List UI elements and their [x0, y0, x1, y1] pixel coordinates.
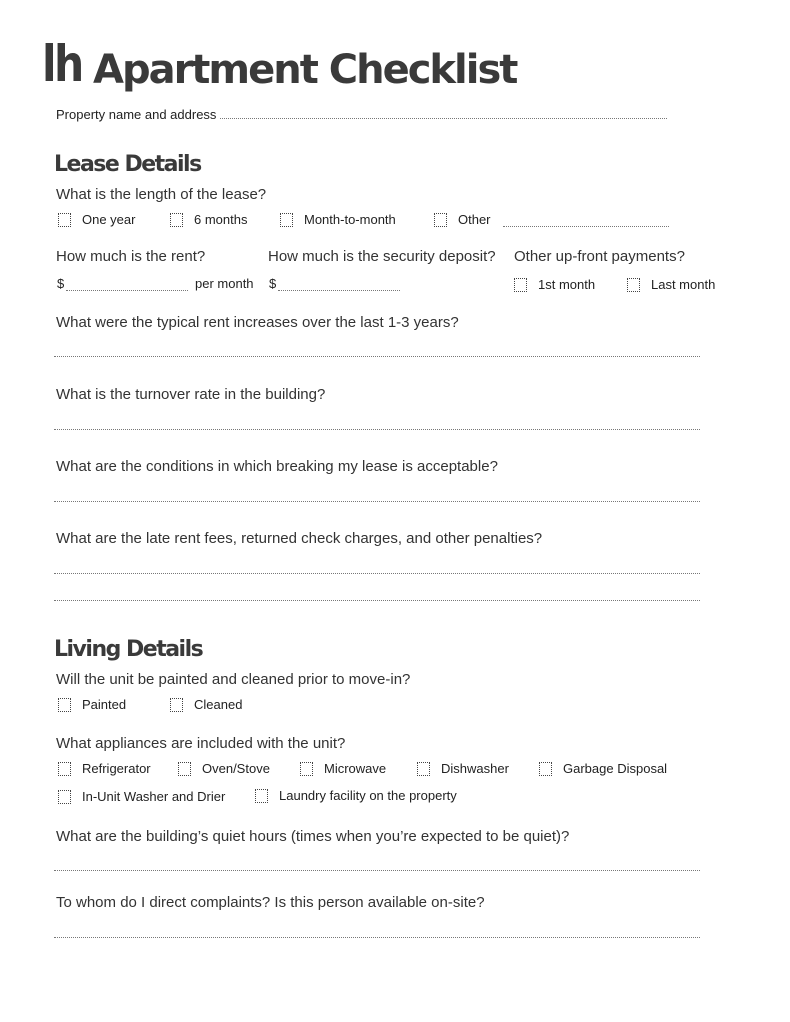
checkbox-icon[interactable]: [434, 213, 447, 227]
question-complaints: To whom do I direct complaints? Is this person available on-site?: [56, 894, 485, 911]
option-label: In-Unit Washer and Drier: [82, 789, 226, 804]
rent-suffix: per month: [195, 276, 254, 291]
answer-line-fees-1[interactable]: [54, 573, 700, 574]
option-painted[interactable]: [58, 697, 126, 713]
property-label: Property name and address: [56, 107, 217, 122]
question-breaking-lease: What are the conditions in which breaking my lease is acceptable?: [56, 458, 498, 475]
checkbox-icon[interactable]: [58, 698, 71, 712]
question-appliances: What appliances are included with the unit?: [56, 735, 346, 752]
answer-line-complaints[interactable]: [54, 937, 700, 938]
option-label: Last month: [651, 277, 716, 292]
other-input-line[interactable]: [503, 226, 669, 227]
logo: lh: [42, 35, 82, 93]
answer-line-fees-2[interactable]: [54, 600, 700, 601]
checkbox-icon[interactable]: [58, 213, 71, 227]
answer-line-quiet-hours[interactable]: [54, 870, 700, 871]
option-label: Refrigerator: [82, 761, 151, 776]
option-other[interactable]: [434, 212, 491, 228]
checkbox-icon[interactable]: [300, 762, 313, 776]
checkbox-icon[interactable]: [280, 213, 293, 227]
checkbox-icon[interactable]: [178, 762, 191, 776]
deposit-input-line[interactable]: [278, 290, 400, 291]
option-label: Garbage Disposal: [563, 761, 668, 776]
answer-line-breaking-lease[interactable]: [54, 501, 700, 502]
option-one-year[interactable]: [58, 212, 135, 228]
option-microwave[interactable]: [300, 761, 386, 777]
option-label: One year: [82, 212, 136, 227]
option-label: Microwave: [324, 761, 387, 776]
question-lease-length: What is the length of the lease?: [56, 186, 267, 203]
option-month-to-month[interactable]: [280, 212, 396, 228]
option-1st-month[interactable]: [514, 277, 595, 293]
checkbox-icon[interactable]: [58, 762, 71, 776]
property-input-line[interactable]: [220, 118, 667, 119]
question-deposit: How much is the security deposit?: [268, 248, 496, 265]
option-in-unit-washer[interactable]: [58, 789, 225, 805]
option-label: Month-to-month: [304, 212, 396, 227]
checkbox-icon[interactable]: [58, 790, 71, 804]
checkbox-icon[interactable]: [514, 278, 527, 292]
page-title: Apartment Checklist: [93, 47, 517, 93]
option-dishwasher[interactable]: [417, 761, 509, 777]
question-rent: How much is the rent?: [56, 248, 206, 265]
answer-line-turnover[interactable]: [54, 429, 700, 430]
section-title-lease: Lease Details: [54, 152, 201, 177]
question-quiet-hours: What are the building’s quiet hours (times when you’re expected to be quiet)?: [56, 828, 570, 845]
option-label: Oven/Stove: [202, 761, 270, 776]
section-title-living: Living Details: [54, 637, 203, 662]
rent-input-line[interactable]: [66, 290, 188, 291]
option-label: Laundry facility on the property: [279, 788, 457, 803]
checkbox-icon[interactable]: [417, 762, 430, 776]
option-label: 1st month: [538, 277, 596, 292]
checkbox-icon[interactable]: [170, 698, 183, 712]
option-label: Other: [458, 212, 491, 227]
question-painted: Will the unit be painted and cleaned prior to move-in?: [56, 671, 411, 688]
option-refrigerator[interactable]: [58, 761, 151, 777]
option-garbage-disposal[interactable]: [539, 761, 667, 777]
checkbox-icon[interactable]: [627, 278, 640, 292]
option-label: Cleaned: [194, 697, 243, 712]
question-rent-increases: What were the typical rent increases over the last 1-3 years?: [56, 314, 459, 331]
option-6-months[interactable]: [170, 212, 247, 228]
checkbox-icon[interactable]: [170, 213, 183, 227]
option-label: Painted: [82, 697, 127, 712]
option-laundry-facility[interactable]: [255, 788, 457, 804]
option-oven-stove[interactable]: [178, 761, 270, 777]
option-label: Dishwasher: [441, 761, 509, 776]
checkbox-icon[interactable]: [255, 789, 268, 803]
question-fees: What are the late rent fees, returned check charges, and other penalties?: [56, 530, 543, 547]
rent-currency: $: [57, 276, 65, 291]
question-upfront: Other up-front payments?: [514, 248, 685, 265]
question-turnover: What is the turnover rate in the building?: [56, 386, 326, 403]
deposit-currency: $: [269, 276, 277, 291]
option-last-month[interactable]: [627, 277, 715, 293]
option-label: 6 months: [194, 212, 248, 227]
answer-line-rent-increases[interactable]: [54, 356, 700, 357]
option-cleaned[interactable]: [170, 697, 242, 713]
checkbox-icon[interactable]: [539, 762, 552, 776]
